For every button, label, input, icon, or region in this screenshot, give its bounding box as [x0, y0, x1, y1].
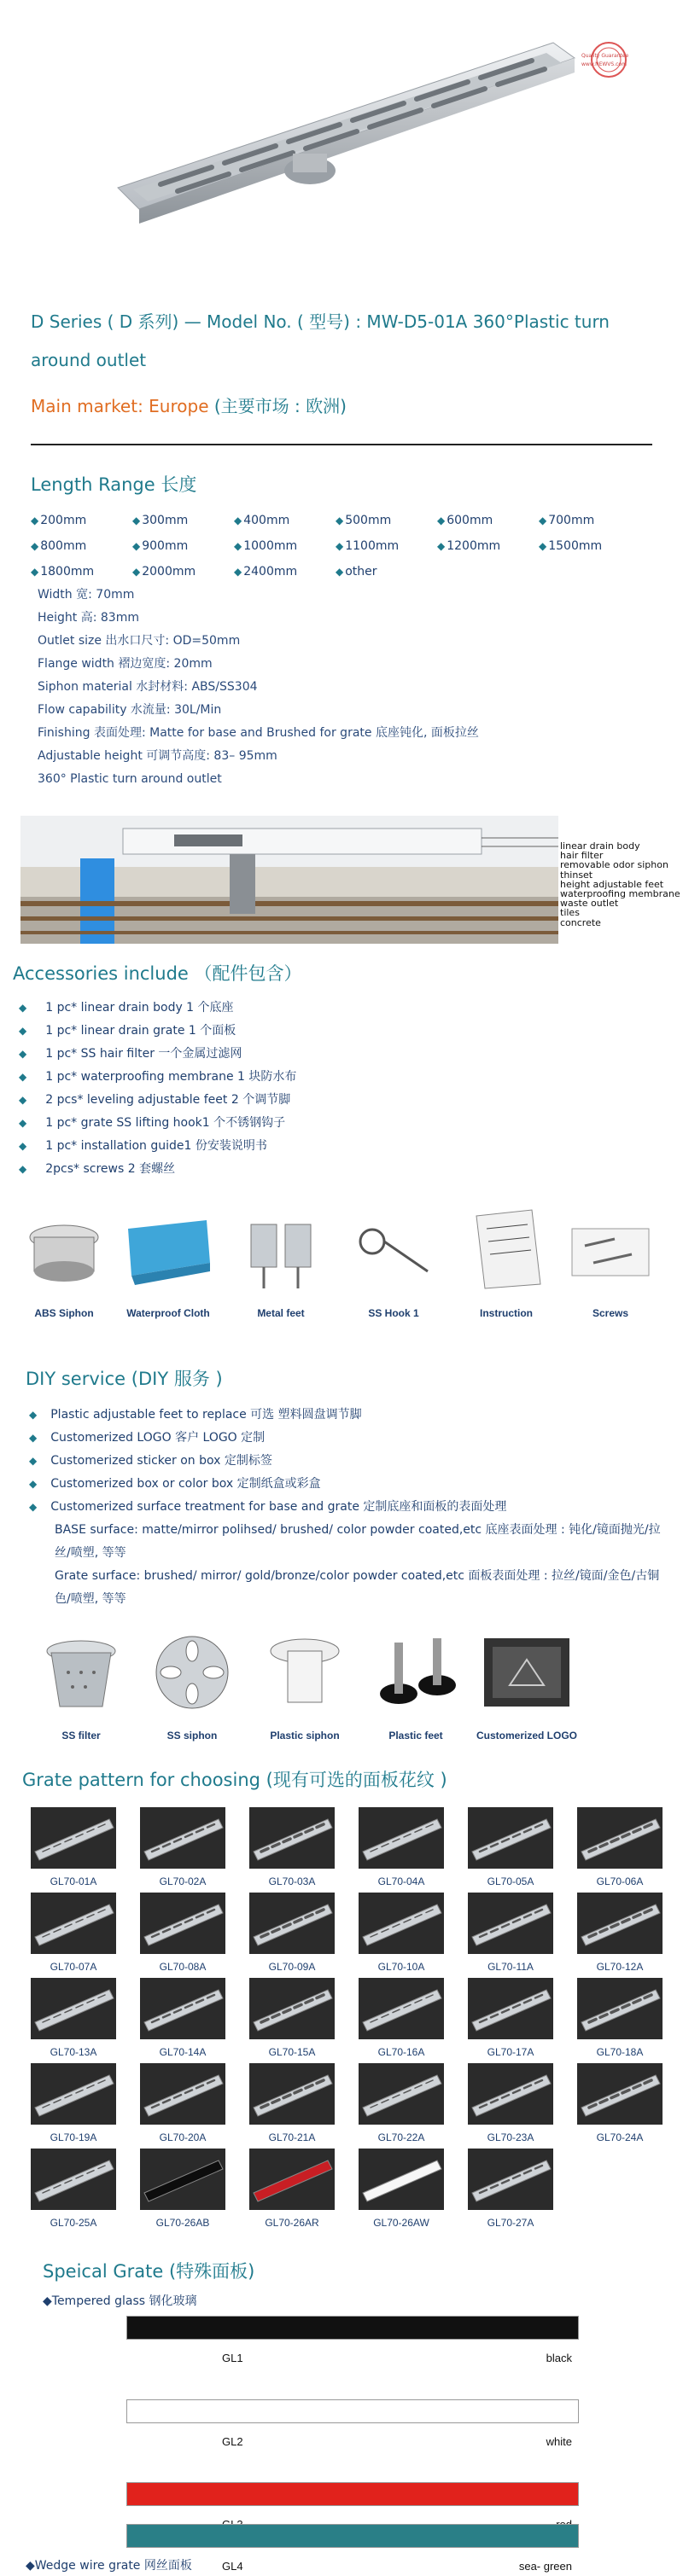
photo-caption: Instruction [480, 1307, 533, 1319]
spec-item: Finishing 表面处理: Matte for base and Brushed for grate 底座钝化, 面板拉丝 [38, 726, 479, 740]
glass-swatch [126, 2316, 579, 2367]
main-market [31, 393, 347, 417]
grate-pattern-item [359, 2063, 452, 2149]
spec-item: 360° Plastic turn around outlet [38, 772, 222, 786]
model-title-continued: around outlet [31, 350, 147, 370]
ss-filter-photo [34, 1625, 128, 1719]
grate-pattern-image [577, 1807, 663, 1869]
grate-code: GL70-10A [377, 1961, 425, 1973]
length-option: ◆ 2400mm [234, 565, 298, 579]
grate-pattern-image [249, 1978, 335, 2039]
grate-pattern-item [468, 2149, 562, 2234]
market-value: (主要市场 : 欧洲) [208, 396, 347, 416]
diamond-bullet-icon: ◆ [234, 540, 242, 552]
grate-code: GL70-05A [487, 1875, 534, 1887]
grate-pattern-image [140, 2063, 225, 2125]
grate-code: GL70-01A [50, 1875, 97, 1887]
grate-code: GL70-26AR [265, 2217, 319, 2229]
grate-code: GL70-02A [159, 1875, 207, 1887]
length-option: ◆ 1100mm [336, 539, 400, 553]
diamond-bullet-icon: ◆ [19, 1163, 27, 1175]
diagram-label: waterproofing membrane [560, 887, 680, 899]
model-title: D Series ( D 系列) — Model No. ( 型号) : MW-D5-01A 360°Plastic turn [31, 311, 610, 332]
spec-item: Height 高: 83mm [38, 611, 139, 625]
grate-pattern-item [577, 1978, 671, 2063]
grate-pattern-item [249, 2063, 343, 2149]
metal-feet-photo [234, 1203, 328, 1297]
glass-color-name: white [546, 2435, 572, 2448]
grate-code: GL70-03A [268, 1875, 316, 1887]
grate-code: GL70-09A [268, 1961, 316, 1973]
diamond-bullet-icon: ◆ [132, 566, 141, 578]
diagram-label: linear drain body [560, 840, 640, 852]
accessory-item: ◆ 1 pc* linear drain grate 1 个面板 [19, 1024, 236, 1038]
grate-pattern-image [31, 1893, 116, 1954]
special-grate-heading: Speical Grate (特殊面板) [43, 2261, 255, 2282]
grate-code: GL70-26AW [373, 2217, 429, 2229]
grate-pattern-image [468, 2063, 553, 2125]
grate-pattern-image [140, 1978, 225, 2039]
grate-pattern-image [31, 2063, 116, 2125]
glass-color-bar [126, 2399, 579, 2423]
length-row [31, 508, 645, 533]
grate-code: GL70-14A [159, 2046, 207, 2058]
diamond-bullet-icon: ◆ [19, 1140, 27, 1152]
wedge-wire-label: ◆Wedge wire grate 网丝面板 [26, 2559, 192, 2573]
diagram-label: tiles [560, 907, 580, 919]
quality-seal [576, 38, 641, 81]
grate-code: GL70-20A [159, 2131, 207, 2143]
grate-code: GL70-06A [596, 1875, 644, 1887]
length-option: ◆ 600mm [437, 514, 493, 527]
diamond-bullet-icon: ◆ [19, 1117, 27, 1129]
photo-caption: Metal feet [257, 1307, 305, 1319]
grate-code: GL70-23A [487, 2131, 534, 2143]
grate-pattern-image [249, 2149, 335, 2210]
diamond-bullet-icon: ◆ [234, 566, 242, 578]
length-option: ◆ 2000mm [132, 565, 196, 579]
length-range-grid [31, 508, 645, 584]
grate-pattern-image [359, 2149, 444, 2210]
spec-list [38, 584, 652, 791]
grate-pattern-image [31, 1807, 116, 1869]
abs-siphon-photo [17, 1203, 111, 1297]
diamond-bullet-icon: ◆ [539, 540, 547, 552]
grate-pattern-item [249, 1893, 343, 1978]
length-option: ◆ 1200mm [437, 539, 501, 553]
grate-code: GL70-11A [487, 1961, 534, 1973]
diamond-bullet-icon: ◆ [31, 515, 39, 526]
grate-pattern-item [249, 1807, 343, 1893]
length-option: ◆ 200mm [31, 514, 87, 527]
diamond-bullet-icon: ◆ [539, 515, 547, 526]
diy-item: ◆ Plastic adjustable feet to replace 可选 塑料圆盘调节脚 [29, 1408, 362, 1422]
spec-item: Width 宽: 70mm [38, 588, 135, 602]
diy-item: ◆ Customerized LOGO 客户 LOGO 定制 [29, 1431, 266, 1445]
grate-code: GL70-27A [487, 2217, 534, 2229]
length-row [31, 533, 645, 559]
grate-pattern-image [577, 2063, 663, 2125]
length-option: ◆ 1000mm [234, 539, 298, 553]
grate-pattern-image [249, 1893, 335, 1954]
grate-code: GL70-17A [487, 2046, 534, 2058]
length-row [31, 559, 645, 584]
instruction-photo [459, 1203, 553, 1297]
grate-pattern-image [359, 1807, 444, 1869]
divider [31, 444, 652, 445]
glass-code: GL2 [222, 2435, 243, 2448]
ss-hook-photo [347, 1203, 441, 1297]
grate-pattern-item [31, 1978, 125, 2063]
grate-code: GL70-15A [268, 2046, 316, 2058]
glass-swatch [126, 2399, 579, 2451]
accessory-item: ◆ 1 pc* linear drain body 1 个底座 [19, 1001, 234, 1015]
grate-code: GL70-19A [50, 2131, 97, 2143]
length-option: ◆ 1800mm [31, 565, 95, 579]
length-option: ◆ 900mm [132, 539, 189, 553]
grate-code: GL70-12A [596, 1961, 644, 1973]
diamond-bullet-icon: ◆ [31, 566, 39, 578]
custom-logo-photo [480, 1625, 574, 1719]
glass-code: GL1 [222, 2352, 243, 2364]
grate-pattern-item [359, 1978, 452, 2063]
waterproof-cloth-photo [121, 1203, 215, 1297]
diamond-bullet-icon: ◆ [19, 1025, 27, 1037]
diamond-bullet-icon: ◆ [19, 1002, 27, 1014]
spec-item: Outlet size 出水口尺寸: OD=50mm [38, 634, 241, 648]
diamond-bullet-icon: ◆ [132, 540, 141, 552]
grate-pattern-item [468, 2063, 562, 2149]
photo-caption: SS filter [61, 1730, 101, 1742]
glass-code: GL4 [222, 2560, 243, 2573]
grate-pattern-item [359, 2149, 452, 2234]
length-option: ◆ 300mm [132, 514, 189, 527]
photo-caption: Customerized LOGO [476, 1730, 577, 1742]
diy-item: ◆ Customerized surface treatment for base and grate 定制底座和面板的表面处理 [29, 1500, 507, 1514]
glass-color-bar [126, 2316, 579, 2340]
photo-caption: ABS Siphon [34, 1307, 94, 1319]
grate-pattern-image [468, 1978, 553, 2039]
length-option: ◆ 400mm [234, 514, 290, 527]
installation-diagram [20, 816, 558, 944]
tempered-glass-label: ◆Tempered glass 钢化玻璃 [43, 2294, 197, 2308]
grate-pattern-image [577, 1893, 663, 1954]
grate-pattern-item [140, 2149, 234, 2234]
diamond-bullet-icon: ◆ [437, 540, 446, 552]
grate-pattern-image [468, 1893, 553, 1954]
accessories-list [19, 997, 616, 1181]
plastic-feet-photo [369, 1625, 463, 1719]
grate-pattern-image [31, 1978, 116, 2039]
grate-pattern-item [140, 1893, 234, 1978]
grate-pattern-image [249, 1807, 335, 1869]
grate-pattern-item [468, 1978, 562, 2063]
hero-product-photo [0, 0, 683, 303]
grate-pattern-image [359, 2063, 444, 2125]
grate-pattern-item [359, 1807, 452, 1893]
diagram-legend [560, 841, 680, 927]
spec-item: Siphon material 水封材料: ABS/SS304 [38, 680, 258, 694]
accessory-photos [17, 1203, 674, 1331]
diagram-label: concrete [560, 916, 601, 928]
svg-text:www.NEWVS.com: www.NEWVS.com [581, 61, 627, 67]
accessory-item: ◆ 2 pcs* leveling adjustable feet 2 个调节脚 [19, 1093, 291, 1107]
accessory-item: ◆ 2pcs* screws 2 套螺丝 [19, 1162, 176, 1176]
spec-item: Flange width 褶边宽度: 20mm [38, 657, 213, 671]
diy-base-surface: BASE surface: matte/mirror polihsed/ brushed/ color powder coated,etc 底座表面处理 : 钝化/镜面抛光/拉丝/喷塑, 等等 [55, 1523, 661, 1560]
grate-pattern-item [140, 2063, 234, 2149]
grate-pattern-image [140, 2149, 225, 2210]
grate-code: GL70-24A [596, 2131, 644, 2143]
length-option: ◆ 500mm [336, 514, 392, 527]
diamond-bullet-icon: ◆ [19, 1094, 27, 1106]
diamond-bullet-icon: ◆ [31, 540, 39, 552]
accessories-heading: Accessories include （配件包含） [13, 963, 302, 984]
grate-code: GL70-16A [377, 2046, 425, 2058]
glass-color-bar [126, 2482, 579, 2506]
grate-pattern-item [31, 2063, 125, 2149]
accessory-item: ◆ 1 pc* installation guide1 份安装说明书 [19, 1139, 267, 1153]
diamond-bullet-icon: ◆ [437, 515, 446, 526]
diamond-bullet-icon: ◆ [19, 1071, 27, 1083]
linear-drain-image [109, 34, 587, 247]
screws-photo [563, 1203, 657, 1297]
grate-code: GL70-25A [50, 2217, 97, 2229]
spec-item: Adjustable height 可调节高度: 83– 95mm [38, 749, 277, 763]
diagram-label: waste outlet [560, 898, 619, 910]
diagram-label: hair filter [560, 850, 604, 862]
photo-caption: Waterproof Cloth [126, 1307, 210, 1319]
grate-code: GL70-22A [377, 2131, 425, 2143]
grate-pattern-item [31, 1807, 125, 1893]
grate-pattern-item [577, 2063, 671, 2149]
grate-code: GL70-07A [50, 1961, 97, 1973]
grate-pattern-image [249, 2063, 335, 2125]
svg-text:Quality Guarantee: Quality Guarantee [581, 53, 629, 59]
diy-photos [34, 1625, 666, 1762]
grate-pattern-item [577, 1893, 671, 1978]
plastic-siphon-photo [258, 1625, 352, 1719]
length-option: ◆ other [336, 565, 377, 579]
grate-code: GL70-04A [377, 1875, 425, 1887]
grate-pattern-item [140, 1978, 234, 2063]
grate-code: GL70-18A [596, 2046, 644, 2058]
grate-pattern-item [140, 1807, 234, 1893]
grate-code: GL70-26AB [155, 2217, 210, 2229]
accessory-item: ◆ 1 pc* SS hair filter 一个金属过滤网 [19, 1047, 242, 1061]
grate-code: GL70-21A [268, 2131, 316, 2143]
grate-pattern-heading: Grate pattern for choosing (现有可选的面板花纹 ) [22, 1770, 447, 1790]
grate-code: GL70-08A [159, 1961, 207, 1973]
photo-caption: SS Hook 1 [368, 1307, 419, 1319]
spec-item: Flow capability 水流量: 30L/Min [38, 703, 222, 717]
diy-item: ◆ Customerized box or color box 定制纸盒或彩盒 [29, 1477, 321, 1491]
market-label: Main market: Europe [31, 396, 209, 416]
accessory-item: ◆ 1 pc* grate SS lifting hook1 个不锈钢钩子 [19, 1116, 286, 1130]
grate-pattern-image [359, 1893, 444, 1954]
diy-grate-surface: Grate surface: brushed/ mirror/ gold/bronze/color powder coated,etc 面板表面处理 : 拉丝/镜面/金色/古铜色/喷塑, 等等 [55, 1569, 660, 1606]
grate-pattern-image [359, 1978, 444, 2039]
photo-caption: Plastic feet [388, 1730, 443, 1742]
ss-siphon-photo [145, 1625, 239, 1719]
length-option: ◆ 800mm [31, 539, 87, 553]
length-option: ◆ 1500mm [539, 539, 603, 553]
diamond-bullet-icon: ◆ [336, 540, 344, 552]
diamond-bullet-icon: ◆ [234, 515, 242, 526]
glass-color-name: black [546, 2352, 572, 2364]
diy-list [29, 1404, 669, 1611]
grate-pattern-item [359, 1893, 452, 1978]
diamond-bullet-icon: ◆ [336, 566, 344, 578]
grate-pattern-item [31, 1893, 125, 1978]
diagram-label: removable odor siphon [560, 859, 668, 871]
grate-pattern-image [140, 1893, 225, 1954]
grate-pattern-image [468, 1807, 553, 1869]
grate-pattern-item [468, 1893, 562, 1978]
diamond-bullet-icon: ◆ [19, 1048, 27, 1060]
length-option: ◆ 700mm [539, 514, 595, 527]
grate-pattern-image [468, 2149, 553, 2210]
grate-code: GL70-13A [50, 2046, 97, 2058]
diy-item: ◆ Customerized sticker on box 定制标签 [29, 1454, 272, 1468]
accessory-item: ◆ 1 pc* waterproofing membrane 1 块防水布 [19, 1070, 297, 1084]
glass-color-bar [126, 2524, 579, 2548]
grate-pattern-image [31, 2149, 116, 2210]
photo-caption: Screws [592, 1307, 629, 1319]
photo-caption: Plastic siphon [270, 1730, 340, 1742]
grate-pattern-image [577, 1978, 663, 2039]
photo-caption: SS siphon [166, 1730, 218, 1742]
grate-pattern-item [468, 1807, 562, 1893]
grate-pattern-image [140, 1807, 225, 1869]
diy-heading: DIY service (DIY 服务 ) [26, 1369, 223, 1389]
diamond-bullet-icon: ◆ [336, 515, 344, 526]
grate-pattern-item [249, 2149, 343, 2234]
glass-color-name: sea- green [518, 2560, 572, 2573]
grate-pattern-item [577, 1807, 671, 1893]
diagram-label: height adjustable feet [560, 878, 664, 890]
grate-pattern-item [31, 2149, 125, 2234]
length-range-heading: Length Range 长度 [31, 474, 197, 495]
grate-pattern-item [249, 1978, 343, 2063]
diamond-bullet-icon: ◆ [132, 515, 141, 526]
diagram-label: thinset [560, 869, 593, 881]
glass-swatch [126, 2524, 579, 2575]
